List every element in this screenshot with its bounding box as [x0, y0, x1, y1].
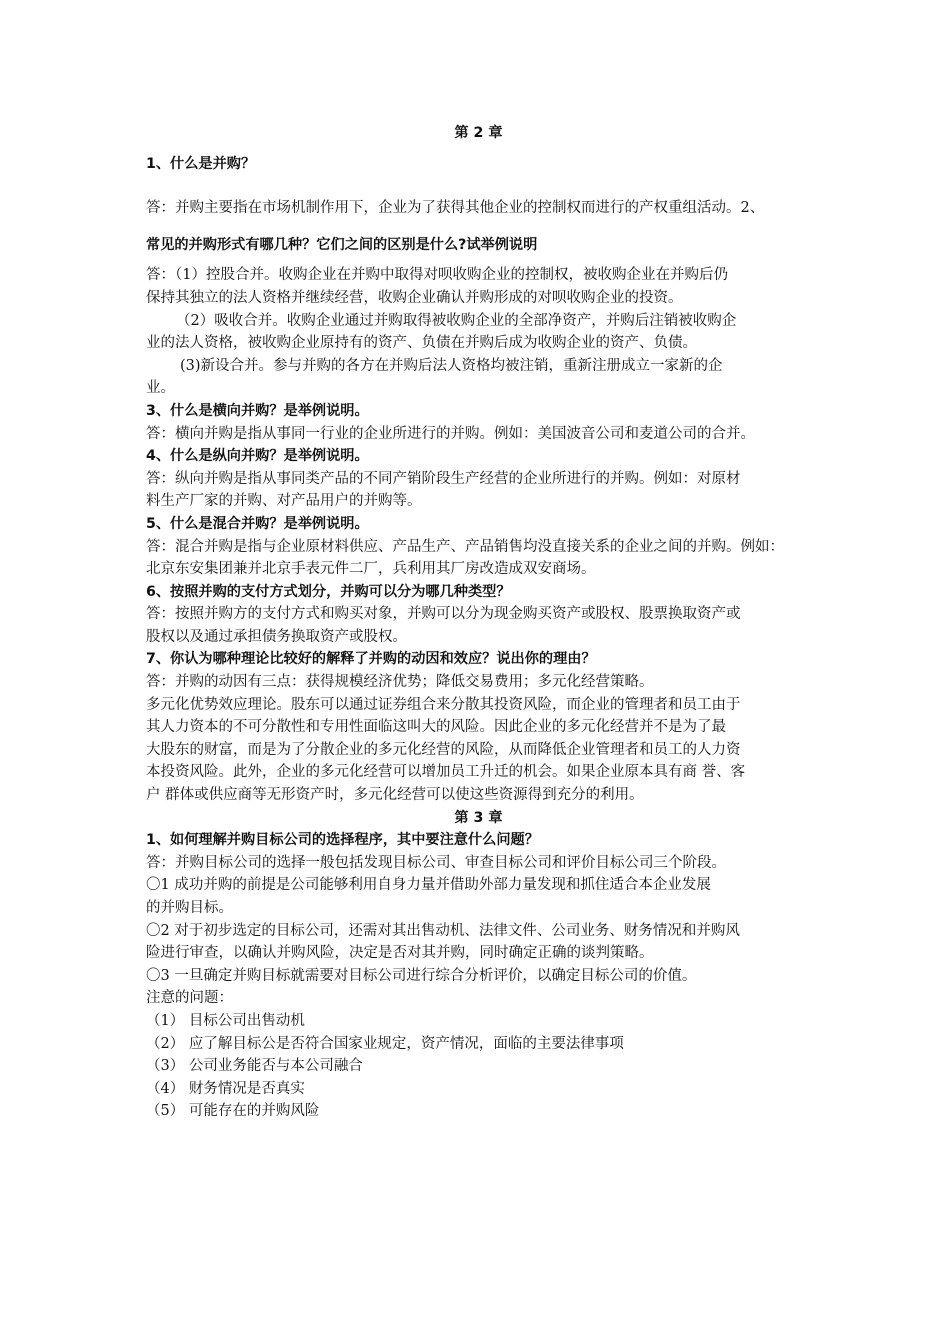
- ch2-answer-6-line: 答：按照并购方的支付方式和购买对象，并购可以分为现金购买资产或股权、股票换取资产或: [146, 606, 741, 623]
- ch2-answer-7-line: 答：并购的动因有三点：获得规模经济优势；降低交易费用；多元化经营策略。: [146, 674, 654, 691]
- ch3-answer-1-line: 〇3 一旦确定并购目标就需要对目标公司进行综合分析评价，以确定目标公司的价值。: [146, 967, 697, 984]
- chapter-2-heading: 第 2 章: [454, 125, 503, 141]
- ch2-answer-2-line: 保持其独立的法人资格并继续经营，收购企业确认并购形成的对呗收购企业的投资。: [146, 289, 683, 306]
- ch2-question-1: 1、什么是并购？: [146, 155, 256, 172]
- ch2-question-6: 6、按照并购的支付方式划分，并购可以分为哪几种类型？: [146, 583, 511, 600]
- ch2-question-4: 4、什么是纵向并购？是举例说明。: [146, 448, 369, 465]
- ch3-question-1: 1、如何理解并购目标公司的选择程序，其中要注意什么问题？: [146, 832, 539, 849]
- ch2-answer-6-line: 股权以及通过承担债务换取资产或股权。: [146, 628, 407, 645]
- ch2-question-5: 5、什么是混合并购？是举例说明。: [146, 515, 369, 532]
- ch3-note-item: （1） 目标公司出售动机: [146, 1012, 305, 1029]
- ch2-answer-7-line: 本投资风险。此外，企业的多元化经营可以增加员工升迁的机会。如果企业原本具有商 誉、客: [146, 764, 746, 781]
- ch3-note-item: （3） 公司业务能否与本公司融合: [146, 1058, 363, 1075]
- ch2-answer-1: 答：并购主要指在市场机制作用下，企业为了获得其他企业的控制权而进行的产权重组活动。2、: [146, 200, 765, 217]
- ch3-answer-1-line: 〇1 成功并购的前提是公司能够利用自身力量并借助外部力量发现和抓住适合本企业发展: [146, 877, 711, 894]
- ch3-answer-1-line: 答：并购目标公司的选择一般包括发现目标公司、审查目标公司和评价目标公司三个阶段。: [146, 854, 726, 871]
- document-page: [146, 122, 811, 1123]
- ch3-answer-1-line: 注意的问题：: [146, 990, 233, 1007]
- ch2-answer-3: 答：横向并购是指从事同一行业的企业所进行的并购。例如：美国波音公司和麦道公司的合并。: [146, 425, 755, 442]
- ch3-note-item: （4） 财务情况是否真实: [146, 1080, 305, 1097]
- ch2-answer-2-line: (3)新设合并。参与并购的各方在并购后法人资格均被注销，重新注册成立一家新的企: [180, 357, 723, 374]
- ch2-answer-4-line: 料生产厂家的并购、对产品用户的并购等。: [146, 493, 422, 510]
- ch2-answer-7-line: 其人力资本的不可分散性和专用性面临这叫大的风险。因此企业的多元化经营并不是为了最: [146, 719, 726, 736]
- ch2-answer-7-line: 多元化优势效应理论。股东可以通过证券组合来分散其投资风险，而企业的管理者和员工由于: [146, 696, 741, 713]
- ch2-answer-5-line: 北京东安集团兼并北京手表元件二厂，兵利用其厂房改造成双安商场。: [146, 561, 596, 578]
- ch2-answer-4-line: 答：纵向并购是指从事同类产品的不同产销阶段生产经营的企业所进行的并购。例如：对原材: [146, 470, 741, 487]
- ch2-answer-7-line: 户 群体或供应商等无形资产时，多元化经营可以使这些资源得到充分的利用。: [146, 787, 644, 804]
- ch2-answer-2-line: 业的法人资格，被收购企业原持有的资产、负债在并购后成为收购企业的资产、负债。: [146, 335, 697, 352]
- ch3-answer-1-line: 险进行审查，以确认并购风险，决定是否对其并购，同时确定正确的谈判策略。: [146, 945, 654, 962]
- ch2-answer-2-line: 业。: [146, 380, 175, 397]
- ch2-answer-2-line: （2）吸收合并。收购企业通过并购取得被收购企业的全部净资产，并购后注销被收购企: [176, 312, 737, 329]
- chapter-3-heading: 第 3 章: [454, 809, 503, 826]
- ch3-note-item: （2） 应了解目标公是否符合国家业规定，资产情况，面临的主要法律事项: [146, 1035, 624, 1052]
- ch2-answer-2-line: 答：（1）控股合并。收购企业在并购中取得对呗收购企业的控制权，被收购企业在并购后仍: [146, 267, 728, 284]
- ch3-answer-1-line: 〇2 对于初步选定的目标公司，还需对其出售动机、法律文件、公司业务、财务情况和并购风: [146, 922, 740, 939]
- ch3-note-item: （5） 可能存在的并购风险: [146, 1103, 320, 1120]
- ch2-question-7: 7、你认为哪种理论比较好的解释了并购的动因和效应？说出你的理由？: [146, 651, 596, 668]
- ch2-answer-7-line: 大股东的财富，而是为了分散企业的多元化经营的风险，从而降低企业管理者和员工的人力资: [146, 741, 741, 758]
- ch3-answer-1-line: 的并购目标。: [146, 900, 233, 916]
- ch2-answer-5-line: 答：混合并购是指与企业原材料供应、产品生产、产品销售均没直接关系的企业之间的并购。例如：: [146, 538, 784, 555]
- ch2-question-3: 3、什么是横向并购？是举例说明。: [146, 402, 369, 419]
- ch2-question-2: 常见的并购形式有哪几种？它们之间的区别是什么?试举例说明: [146, 236, 538, 253]
